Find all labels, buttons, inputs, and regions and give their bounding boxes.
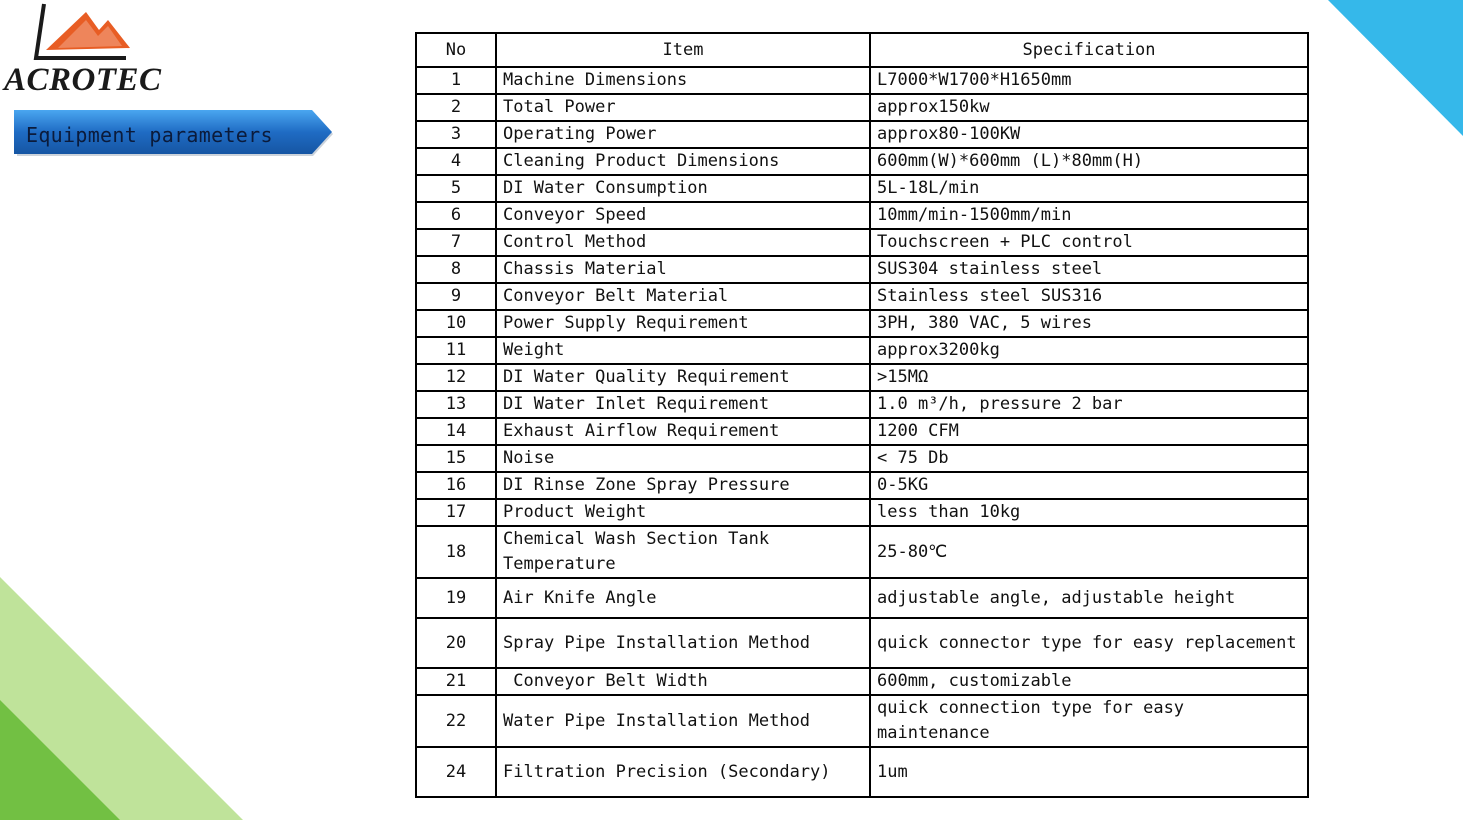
table-row [416,67,1308,94]
table-row [416,148,1308,175]
spec-cell: 1200 CFM [870,418,1308,445]
spec-cell: SUS304 stainless steel [870,256,1308,283]
item-cell: Power Supply Requirement [496,310,870,337]
top-right-cyan-triangle [1328,0,1463,136]
column-header-specification: Specification [870,33,1308,67]
table-row [416,229,1308,256]
table-row [416,256,1308,283]
row-number: 24 [416,747,496,797]
row-number: 4 [416,148,496,175]
table-row [416,337,1308,364]
row-number: 3 [416,121,496,148]
item-cell: Weight [496,337,870,364]
item-cell: Conveyor Speed [496,202,870,229]
item-cell: Product Weight [496,499,870,526]
column-header-no: No [416,33,496,67]
item-cell: DI Water Consumption [496,175,870,202]
item-cell: Chassis Material [496,256,870,283]
row-number: 21 [416,668,496,695]
item-cell: DI Water Inlet Requirement [496,391,870,418]
row-number: 11 [416,337,496,364]
spec-cell: Stainless steel SUS316 [870,283,1308,310]
spec-cell: 3PH, 380 VAC, 5 wires [870,310,1308,337]
row-number: 13 [416,391,496,418]
row-number: 7 [416,229,496,256]
row-number: 5 [416,175,496,202]
spec-cell: 0-5KG [870,472,1308,499]
spec-cell: approx3200kg [870,337,1308,364]
item-cell: Noise [496,445,870,472]
section-title: Equipment parameters [26,123,273,147]
spec-cell: 25-80℃ [870,526,1308,578]
spec-cell: quick connector type for easy replacement [870,618,1308,668]
row-number: 20 [416,618,496,668]
column-header-item: Item [496,33,870,67]
spec-cell: 600mm, customizable [870,668,1308,695]
table-row [416,472,1308,499]
item-cell: Spray Pipe Installation Method [496,618,870,668]
item-cell: Machine Dimensions [496,67,870,94]
item-cell: Total Power [496,94,870,121]
spec-cell: L7000*W1700*H1650mm [870,67,1308,94]
table-row [416,310,1308,337]
spec-cell: less than 10kg [870,499,1308,526]
row-number: 17 [416,499,496,526]
row-number: 10 [416,310,496,337]
item-cell: Control Method [496,229,870,256]
brand-name: ACROTEC [4,62,162,98]
table-row [416,94,1308,121]
spec-cell: 5L-18L/min [870,175,1308,202]
spec-cell: quick connection type for easy maintenance [870,695,1308,747]
item-cell: Chemical Wash Section Tank Temperature [496,526,870,578]
table-row [416,578,1308,618]
table-row [416,202,1308,229]
row-number: 6 [416,202,496,229]
table-header-row [416,33,1308,67]
spec-cell: < 75 Db [870,445,1308,472]
row-number: 14 [416,418,496,445]
table-row [416,526,1308,578]
row-number: 8 [416,256,496,283]
row-number: 16 [416,472,496,499]
item-cell: Operating Power [496,121,870,148]
row-number: 1 [416,67,496,94]
row-number: 15 [416,445,496,472]
row-number: 22 [416,695,496,747]
spec-cell: >15MΩ [870,364,1308,391]
spec-cell: 1um [870,747,1308,797]
table-row [416,695,1308,747]
row-number: 18 [416,526,496,578]
table-row [416,618,1308,668]
item-cell: DI Rinse Zone Spray Pressure [496,472,870,499]
table-row [416,121,1308,148]
row-number: 12 [416,364,496,391]
table-row [416,418,1308,445]
item-cell: Air Knife Angle [496,578,870,618]
table-row [416,175,1308,202]
spec-cell: Touchscreen + PLC control [870,229,1308,256]
spec-cell: 10mm/min-1500mm/min [870,202,1308,229]
item-cell: DI Water Quality Requirement [496,364,870,391]
table-row [416,364,1308,391]
spec-cell: approx150kw [870,94,1308,121]
spec-cell: adjustable angle, adjustable height [870,578,1308,618]
item-cell: Filtration Precision (Secondary) [496,747,870,797]
table-row [416,391,1308,418]
row-number: 9 [416,283,496,310]
item-cell: Water Pipe Installation Method [496,695,870,747]
table-row [416,499,1308,526]
spec-table [415,32,1309,798]
item-cell: Cleaning Product Dimensions [496,148,870,175]
row-number: 19 [416,578,496,618]
table-row [416,283,1308,310]
table-row [416,747,1308,797]
row-number: 2 [416,94,496,121]
item-cell: Conveyor Belt Width [496,668,870,695]
table-row [416,668,1308,695]
table-row [416,445,1308,472]
spec-cell: 1.0 m³/h, pressure 2 bar [870,391,1308,418]
item-cell: Conveyor Belt Material [496,283,870,310]
item-cell: Exhaust Airflow Requirement [496,418,870,445]
spec-cell: 600mm(W)*600mm (L)*80mm(H) [870,148,1308,175]
spec-cell: approx80-100KW [870,121,1308,148]
